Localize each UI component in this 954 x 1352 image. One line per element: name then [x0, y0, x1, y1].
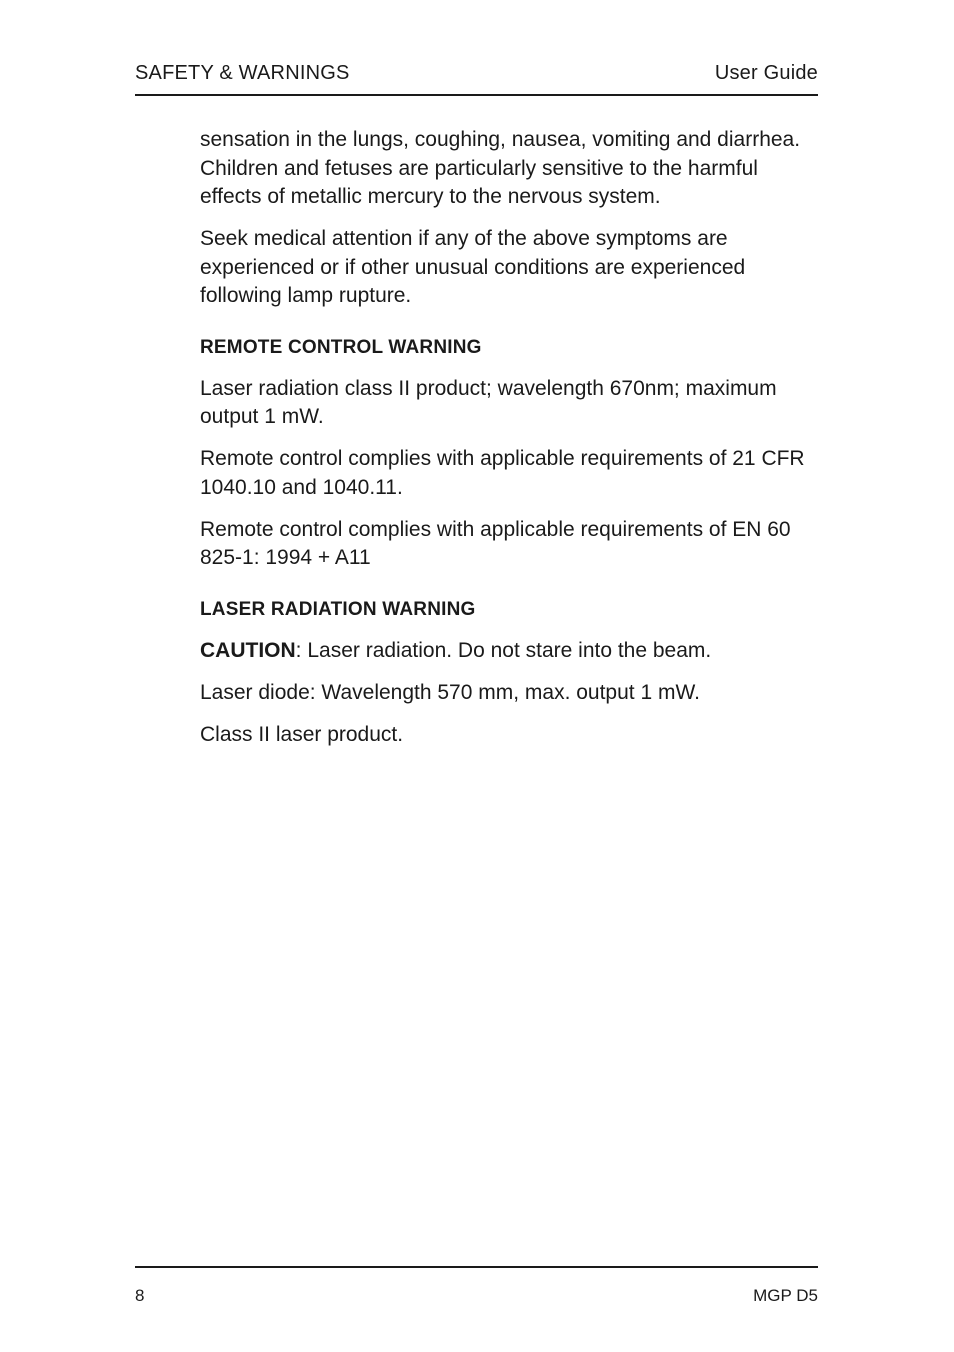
header-section-title: SAFETY & WARNINGS — [135, 62, 350, 84]
caution-text: : Laser radiation. Do not stare into the beam. — [295, 638, 712, 662]
page-header — [135, 60, 818, 96]
paragraph-laser-class: Laser radiation class II product; wavelength 670nm; maximum output 1 mW. — [200, 376, 777, 428]
paragraph-caution — [200, 637, 820, 666]
caution-label: CAUTION — [200, 638, 296, 662]
page-number: 8 — [135, 1286, 145, 1305]
header-guide-title: User Guide — [714, 62, 818, 84]
page-footer — [135, 1266, 818, 1312]
heading-laser-radiation-warning: LASER RADIATION WARNING — [200, 598, 476, 620]
heading-remote-control-warning: REMOTE CONTROL WARNING — [200, 336, 482, 358]
footer-model-name: MGP D5 — [753, 1286, 818, 1305]
paragraph-en-compliance: Remote control complies with applicable requirements of EN 60 825-1: 1994 + A11 — [200, 517, 791, 569]
paragraph-mercury-effects: sensation in the lungs, coughing, nausea, vomiting and diarrhea. Children and fetuses are particularly sensitive to the harmful effects of metallic mercury to the nervous system. — [200, 128, 801, 208]
page-content — [200, 126, 820, 763]
paragraph-laser-diode: Laser diode: Wavelength 570 mm, max. output 1 mW. — [200, 680, 700, 704]
paragraph-cfr-compliance: Remote control complies with applicable requirements of 21 CFR 1040.10 and 1040.11. — [200, 447, 805, 499]
paragraph-class-ii: Class II laser product. — [200, 722, 404, 746]
paragraph-seek-medical-attention: Seek medical attention if any of the above symptoms are experienced or if other unusual conditions are experienced following lamp rupture. — [200, 227, 746, 307]
